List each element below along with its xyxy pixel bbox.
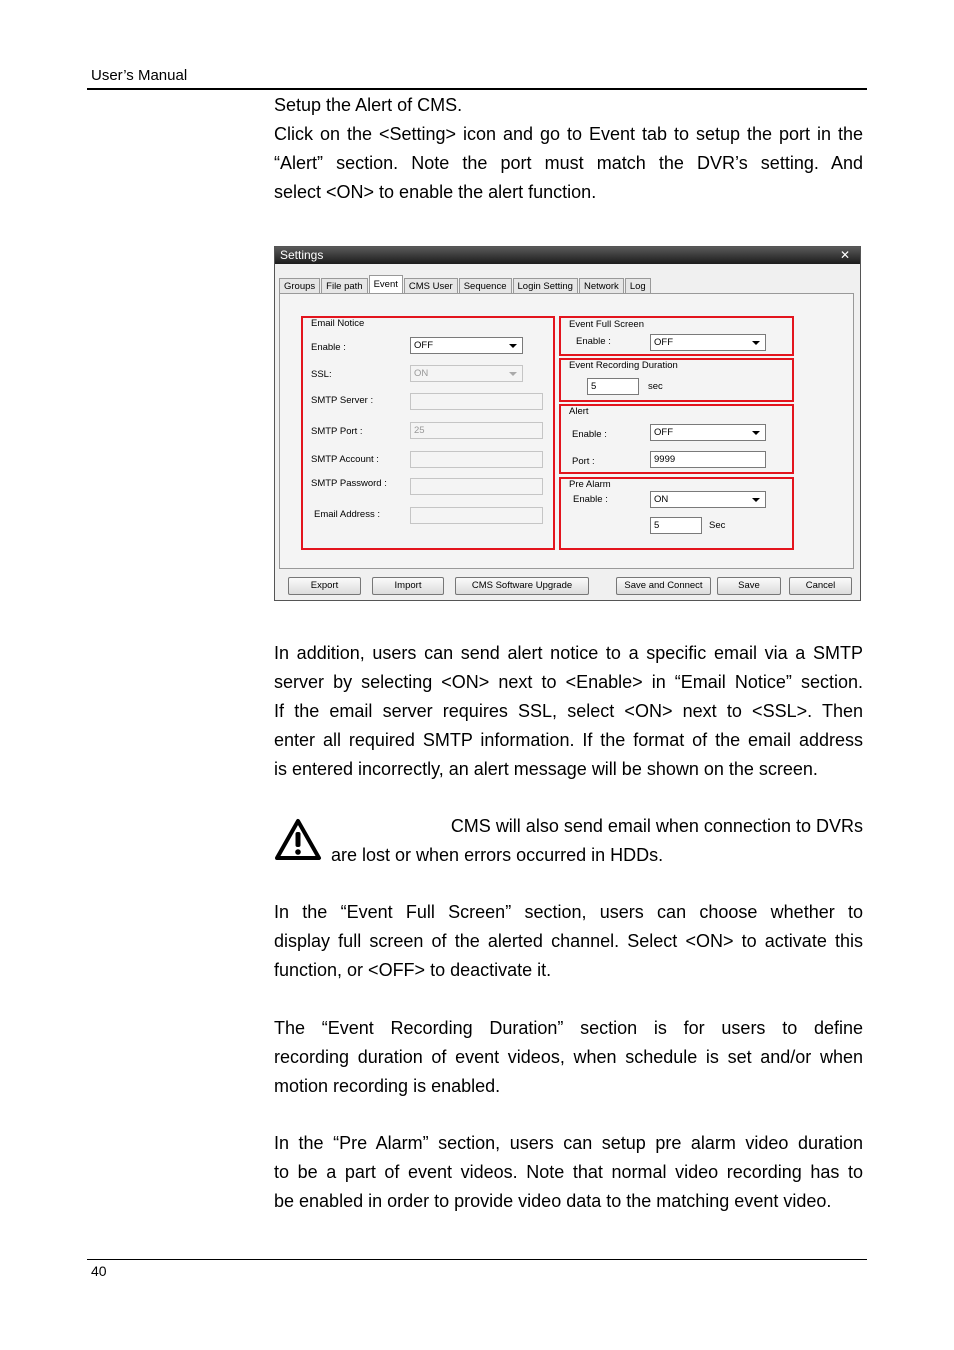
paragraph-line: motion recording is enabled. xyxy=(274,1076,501,1096)
recording-duration-unit: sec xyxy=(648,381,663,392)
fullscreen-enable-label: Enable : xyxy=(576,336,611,347)
ssl-value: ON xyxy=(414,368,429,379)
event-full-screen-title: Event Full Screen xyxy=(569,319,644,330)
pre-alarm-section xyxy=(559,477,794,550)
alert-title: Alert xyxy=(569,406,589,417)
email-enable-select[interactable] xyxy=(410,337,523,354)
fullscreen-enable-select[interactable] xyxy=(650,334,766,351)
save-and-connect-button[interactable]: Save and Connect xyxy=(616,577,711,595)
intro-line: Click on the <Setting> icon and go to Event tab to setup the port in the xyxy=(274,124,863,144)
header-rule xyxy=(87,88,867,90)
email-enable-label: Enable : xyxy=(311,342,346,353)
email-paragraph xyxy=(274,639,863,784)
paragraph-line: display full screen of the alerted channel. Select <ON> to activate this xyxy=(274,931,863,951)
pre-alarm-enable-label: Enable : xyxy=(573,494,608,505)
smtp-server-label: SMTP Server : xyxy=(311,395,374,406)
chevron-down-icon xyxy=(752,431,760,435)
close-icon[interactable]: ✕ xyxy=(839,248,850,262)
cancel-button[interactable]: Cancel xyxy=(789,577,852,595)
footer-rule xyxy=(87,1259,867,1260)
save-button[interactable]: Save xyxy=(717,577,781,595)
tab-sequence[interactable]: Sequence xyxy=(459,278,512,294)
software-upgrade-button[interactable]: CMS Software Upgrade xyxy=(455,577,589,595)
tab-file-path[interactable]: File path xyxy=(321,278,367,294)
smtp-server-field[interactable] xyxy=(410,393,543,410)
export-button[interactable]: Export xyxy=(288,577,361,595)
pre-alarm-duration-field[interactable]: 5 xyxy=(650,517,702,534)
paragraph-line: be enabled in order to provide video data to the matching event video. xyxy=(274,1191,832,1211)
note-line: are lost or when errors occurred in HDDs. xyxy=(331,845,664,865)
event-full-screen-section xyxy=(559,316,794,356)
alert-port-field[interactable]: 9999 xyxy=(650,451,766,468)
alert-enable-label: Enable : xyxy=(572,429,607,440)
paragraph-line: The “Event Recording Duration” section is for users to define xyxy=(274,1018,863,1038)
settings-window xyxy=(274,246,861,601)
paragraph-line: server by selecting <ON> next to <Enable> in “Email Notice” section. xyxy=(274,672,863,692)
warning-icon xyxy=(274,818,322,862)
alert-enable-select[interactable] xyxy=(650,424,766,441)
paragraph-line: In the “Pre Alarm” section, users can setup pre alarm video duration xyxy=(274,1133,863,1153)
chevron-down-icon xyxy=(509,344,517,348)
alert-enable-value: OFF xyxy=(654,427,673,438)
running-header: User’s Manual xyxy=(91,67,188,84)
page-number: 40 xyxy=(91,1263,107,1279)
event-recording-duration-section xyxy=(559,358,794,402)
paragraph-line: recording duration of event videos, when schedule is set and/or when xyxy=(274,1047,863,1067)
window-title: Settings xyxy=(280,248,324,262)
note-paragraph xyxy=(331,812,863,870)
pre-alarm-enable-select[interactable] xyxy=(650,491,766,508)
smtp-password-label: SMTP Password : xyxy=(311,478,387,489)
intro-line: select <ON> to enable the alert function. xyxy=(274,182,597,202)
email-address-field[interactable] xyxy=(410,507,543,524)
paragraph-line: In the “Event Full Screen” section, users can choose whether to xyxy=(274,902,863,922)
intro-line: Setup the Alert of CMS. xyxy=(274,95,463,115)
intro-line: “Alert” section. Note the port must match the DVR’s setting. And xyxy=(274,153,863,173)
paragraph-line: In addition, users can send alert notice to a specific email via a SMTP xyxy=(274,643,863,663)
intro-paragraph xyxy=(274,91,863,207)
paragraph-line: is entered incorrectly, an alert message will be shown on the screen. xyxy=(274,759,818,779)
event-recording-duration-title: Event Recording Duration xyxy=(569,360,678,371)
chevron-down-icon xyxy=(509,372,517,376)
ssl-label: SSL: xyxy=(311,369,332,380)
fullscreen-paragraph xyxy=(274,898,863,985)
fullscreen-enable-value: OFF xyxy=(654,337,673,348)
alert-port-label: Port : xyxy=(572,456,595,467)
smtp-account-field[interactable] xyxy=(410,451,543,468)
alert-section xyxy=(559,404,794,474)
email-notice-title: Email Notice xyxy=(311,318,365,329)
smtp-password-field[interactable] xyxy=(410,478,543,495)
tab-event[interactable]: Event xyxy=(369,275,403,294)
tab-network[interactable]: Network xyxy=(579,278,624,294)
note-line: CMS will also send email when connection to DVRs xyxy=(450,816,863,836)
recording-duration-field[interactable]: 5 xyxy=(587,378,639,395)
paragraph-line: function, or <OFF> to deactivate it. xyxy=(274,960,552,980)
pre-alarm-title: Pre Alarm xyxy=(569,479,611,490)
tab-groups[interactable]: Groups xyxy=(279,278,320,294)
email-enable-value: OFF xyxy=(414,340,433,351)
window-title-bar xyxy=(275,247,860,264)
ssl-select[interactable] xyxy=(410,365,523,382)
smtp-account-label: SMTP Account : xyxy=(311,454,379,465)
chevron-down-icon xyxy=(752,341,760,345)
import-button[interactable]: Import xyxy=(372,577,444,595)
event-tab-panel xyxy=(279,293,854,569)
smtp-port-label: SMTP Port : xyxy=(311,426,363,437)
email-notice-section xyxy=(301,316,555,550)
pre-alarm-unit: Sec xyxy=(709,520,726,531)
settings-tabs xyxy=(279,275,652,293)
email-address-label: Email Address : xyxy=(314,509,380,520)
pre-alarm-enable-value: ON xyxy=(654,494,669,505)
tab-cms-user[interactable]: CMS User xyxy=(404,278,458,294)
paragraph-line: enter all required SMTP information. If the format of the email address xyxy=(274,730,863,750)
duration-paragraph xyxy=(274,1014,863,1101)
prealarm-paragraph xyxy=(274,1129,863,1216)
smtp-port-field[interactable]: 25 xyxy=(410,422,543,439)
tab-login-setting[interactable]: Login Setting xyxy=(513,278,578,294)
tab-log[interactable]: Log xyxy=(625,278,651,294)
paragraph-line: If the email server requires SSL, select <ON> next to <SSL>. Then xyxy=(274,701,863,721)
chevron-down-icon xyxy=(752,498,760,502)
paragraph-line: to be a part of event videos. Note that normal video recording has to xyxy=(274,1162,863,1182)
